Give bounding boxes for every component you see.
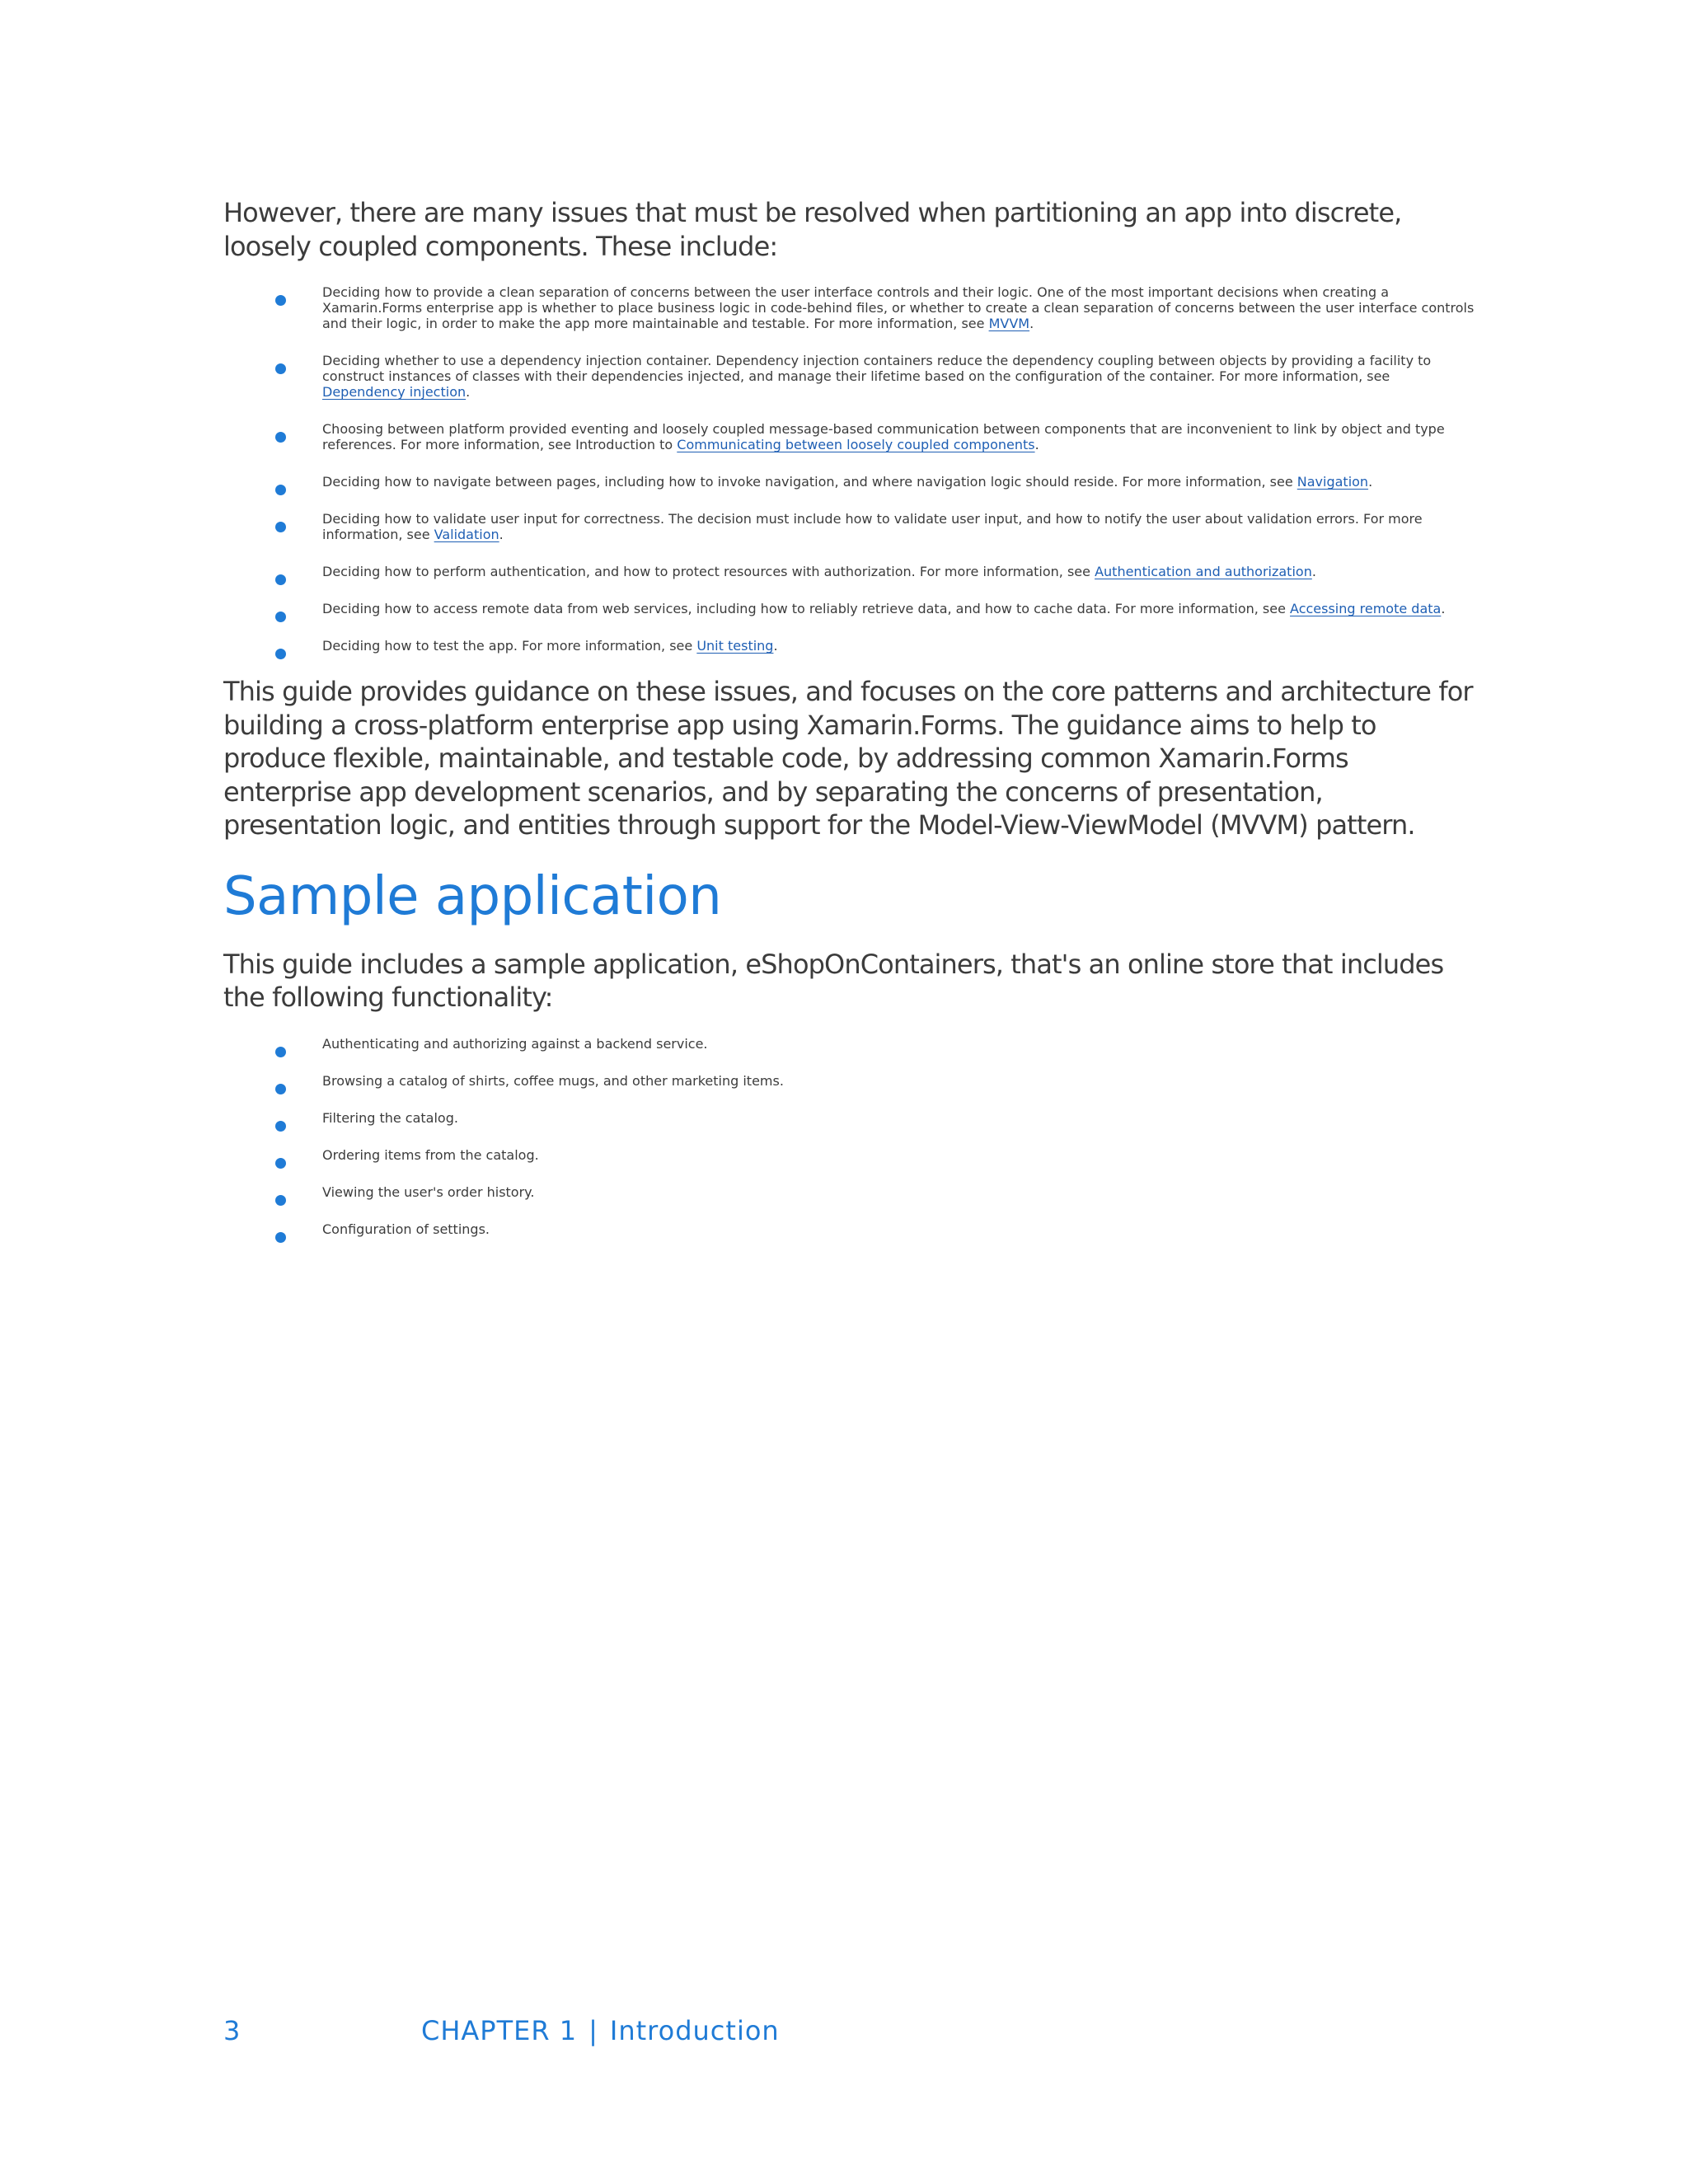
list-item: Deciding how to navigate between pages, including how to invoke navigation, and where navigation logic should reside. For more information, see Navigation.: [223, 474, 1476, 490]
unit-testing-link[interactable]: Unit testing: [696, 638, 774, 654]
bullet-icon: [275, 1084, 286, 1094]
list-item: Ordering items from the catalog.: [223, 1147, 1476, 1163]
list-item: Deciding how to provide a clean separation of concerns between the user interface controls and their logic. One of the most important decisions when creating a Xamarin.Forms enterprise app is whether to place business logic in code-behind files, or whether to create a clean separation of concerns between the user interface controls and their logic, in order to make the app more maintainable and testable. For more information, see MVVM.: [223, 284, 1476, 331]
list-item: Choosing between platform provided eventing and loosely coupled message-based communication between components that are inconvenient to link by object and type references. For more information, see Introduction to Communicating between loosely coupled components.: [223, 421, 1476, 452]
bullet-icon: [275, 485, 286, 495]
list-item: Filtering the catalog.: [223, 1110, 1476, 1126]
bullet-icon: [275, 1047, 286, 1057]
bullet-icon: [275, 1158, 286, 1169]
list-item: Deciding how to access remote data from web services, including how to reliably retrieve data, and how to cache data. For more information, see Accessing remote data.: [223, 601, 1476, 616]
sample-intro-paragraph: This guide includes a sample application, eShopOnContainers, that's an online store that includes the following functionality:: [223, 948, 1444, 1013]
list-item: Configuration of settings.: [223, 1221, 1476, 1237]
list-item: Deciding whether to use a dependency injection container. Dependency injection containers reduce the dependency coupling between objects by providing a facility to construct instances of classes with their dependencies injected, and manage their lifetime based on the configuration of the container. For more information, see Dependency injection.: [223, 353, 1476, 400]
list-item: Deciding how to test the app. For more information, see Unit testing.: [223, 638, 1476, 654]
bullet-icon: [275, 432, 286, 443]
section-heading: Sample application: [223, 865, 722, 927]
navigation-link[interactable]: Navigation: [1296, 474, 1369, 490]
chapter-title: Introduction: [609, 2015, 780, 2046]
list-item: Authenticating and authorizing against a backend service.: [223, 1036, 1476, 1052]
bullet-icon: [275, 295, 286, 306]
issues-list: [223, 284, 1476, 654]
authentication-link[interactable]: Authentication and authorization: [1095, 564, 1312, 579]
remote-data-link[interactable]: Accessing remote data: [1290, 601, 1442, 616]
bullet-icon: [275, 1121, 286, 1132]
bullet-icon: [275, 363, 286, 374]
chapter-number: CHAPTER 1: [421, 2015, 578, 2046]
list-item: Deciding how to validate user input for correctness. The decision must include how to validate user input, and how to notify the user about validation errors. For more information, see Validation.: [223, 511, 1476, 542]
features-list: [223, 1036, 1476, 1237]
chapter-separator: |: [588, 2015, 598, 2046]
list-item: Viewing the user's order history.: [223, 1184, 1476, 1200]
page-content: [223, 196, 1476, 1258]
mvvm-link[interactable]: MVVM: [988, 316, 1030, 331]
bullet-icon: [275, 1232, 286, 1243]
validation-link[interactable]: Validation: [434, 527, 499, 542]
communicating-link[interactable]: Communicating between loosely coupled components: [677, 437, 1035, 452]
dependency-injection-link[interactable]: Dependency injection: [322, 384, 467, 400]
bullet-icon: [275, 522, 286, 532]
intro-paragraph: However, there are many issues that must be resolved when partitioning an app into discrete, loosely coupled components. These include:: [223, 197, 1402, 262]
summary-paragraph: This guide provides guidance on these issues, and focuses on the core patterns and architecture for building a cross-platform enterprise app using Xamarin.Forms. The guidance aims to help to produce flexible, maintainable, and testable code, by addressing common Xamarin.Forms enterprise app development scenarios, and by separating the concerns of presentation, presentation logic, and entities through support for the Model-View-ViewModel (MVVM) pattern.: [223, 676, 1473, 841]
page-number: 3: [223, 2015, 241, 2046]
bullet-icon: [275, 649, 286, 659]
bullet-icon: [275, 612, 286, 622]
list-item: Browsing a catalog of shirts, coffee mugs, and other marketing items.: [223, 1073, 1476, 1089]
bullet-icon: [275, 574, 286, 585]
list-item: Deciding how to perform authentication, and how to protect resources with authorization. For more information, see Authentication and authorization.: [223, 564, 1476, 579]
chapter-label: [421, 2014, 780, 2047]
bullet-icon: [275, 1195, 286, 1206]
